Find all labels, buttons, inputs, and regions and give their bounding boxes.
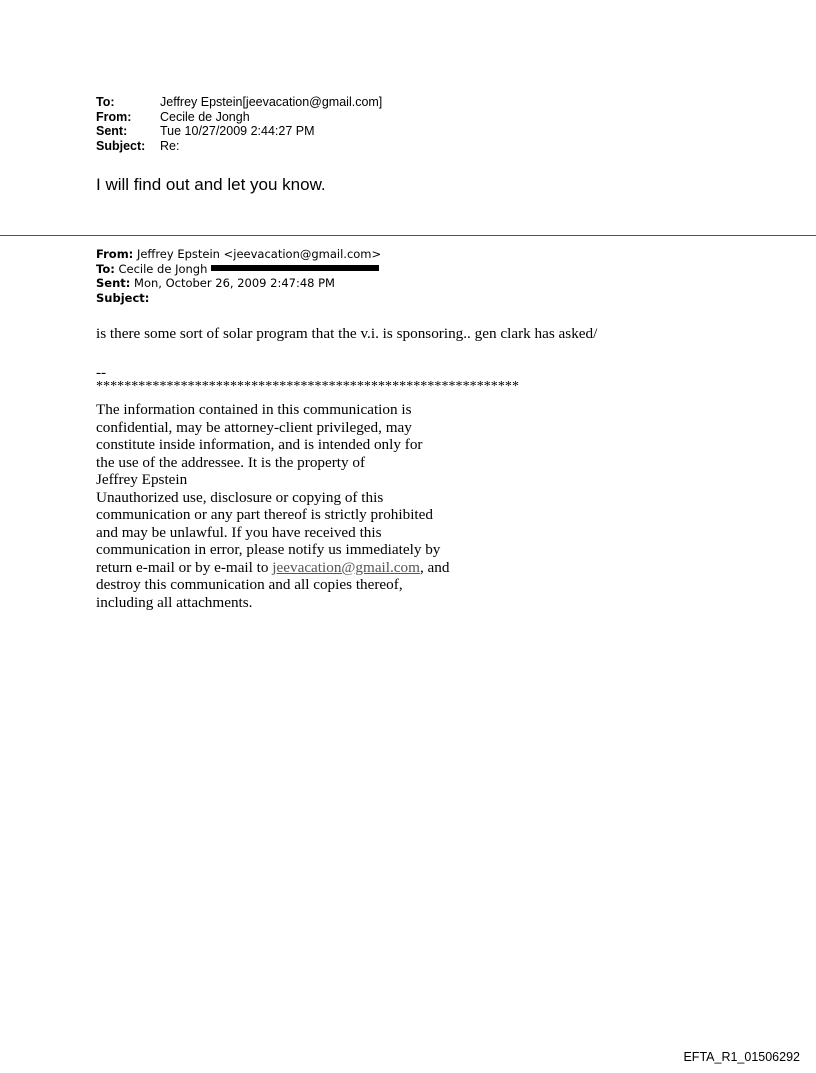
disclaimer-line: constitute inside information, and is intended only for [96,436,423,453]
original-to-label: To: [96,261,115,276]
disclaimer-line: destroy this communication and all copies thereof, [96,576,403,593]
signature-dash: -- [96,364,107,381]
to-row [96,95,382,110]
disclaimer-text: return e-mail or by e-mail to [96,558,273,576]
disclaimer-line: Jeffrey Epstein [96,471,188,488]
from-row [96,110,382,125]
disclaimer-line-with-link [96,559,449,577]
sent-label: Sent: [96,124,128,138]
disclaimer-line: and may be unlawful. If you have received this [96,523,382,541]
subject-row [96,139,382,154]
disclaimer-line: The information contained in this communication is [96,401,412,418]
disclaimer-line: including all attachments. [96,593,253,611]
sent-value: Tue 10/27/2009 2:44:27 PM [160,124,315,138]
from-label: From: [96,109,132,124]
original-body: is there some sort of solar program that the v.i. is sponsoring.. gen clark has asked/ [96,325,598,342]
original-from-row [96,247,381,262]
subject-label: Subject: [96,138,146,153]
sent-row [96,124,382,139]
original-header [96,247,381,305]
document-id: EFTA_R1_01506292 [683,1050,800,1064]
original-subject-label: Subject: [96,290,150,305]
disclaimer [96,401,449,611]
original-from-value: Jeffrey Epstein <jeevacation@gmail.com> [136,247,382,261]
original-subject-row [96,291,381,306]
disclaimer-line: confidential, may be attorney-client privileged, may [96,418,412,436]
original-to-row [96,262,381,277]
from-value: Cecile de Jongh [160,109,250,124]
original-sent-value: Mon, October 26, 2009 2:47:48 PM [134,276,335,290]
reply-header [96,95,382,153]
email-link[interactable]: jeevacation@gmail.com [272,558,420,576]
original-to-value: Cecile de Jongh [118,261,208,276]
disclaimer-line: communication or any part thereof is strictly prohibited [96,506,433,523]
original-from-label: From: [96,247,134,261]
reply-body: I will find out and let you know. [96,175,326,194]
disclaimer-text: , and [419,558,450,576]
subject-value: Re: [160,138,180,153]
disclaimer-line: communication in error, please notify us immediately by [96,541,441,558]
original-sent-row [96,276,381,291]
disclaimer-line: the use of the addressee. It is the property of [96,453,366,471]
divider-line [0,235,816,236]
to-value: Jeffrey Epstein[jeevacation@gmail.com] [160,95,383,109]
to-label: To: [96,95,115,109]
original-sent-label: Sent: [96,276,131,290]
redaction-bar [211,265,379,271]
signature-stars: ************************************************************ [96,379,519,394]
disclaimer-line: Unauthorized use, disclosure or copying of this [96,488,384,506]
